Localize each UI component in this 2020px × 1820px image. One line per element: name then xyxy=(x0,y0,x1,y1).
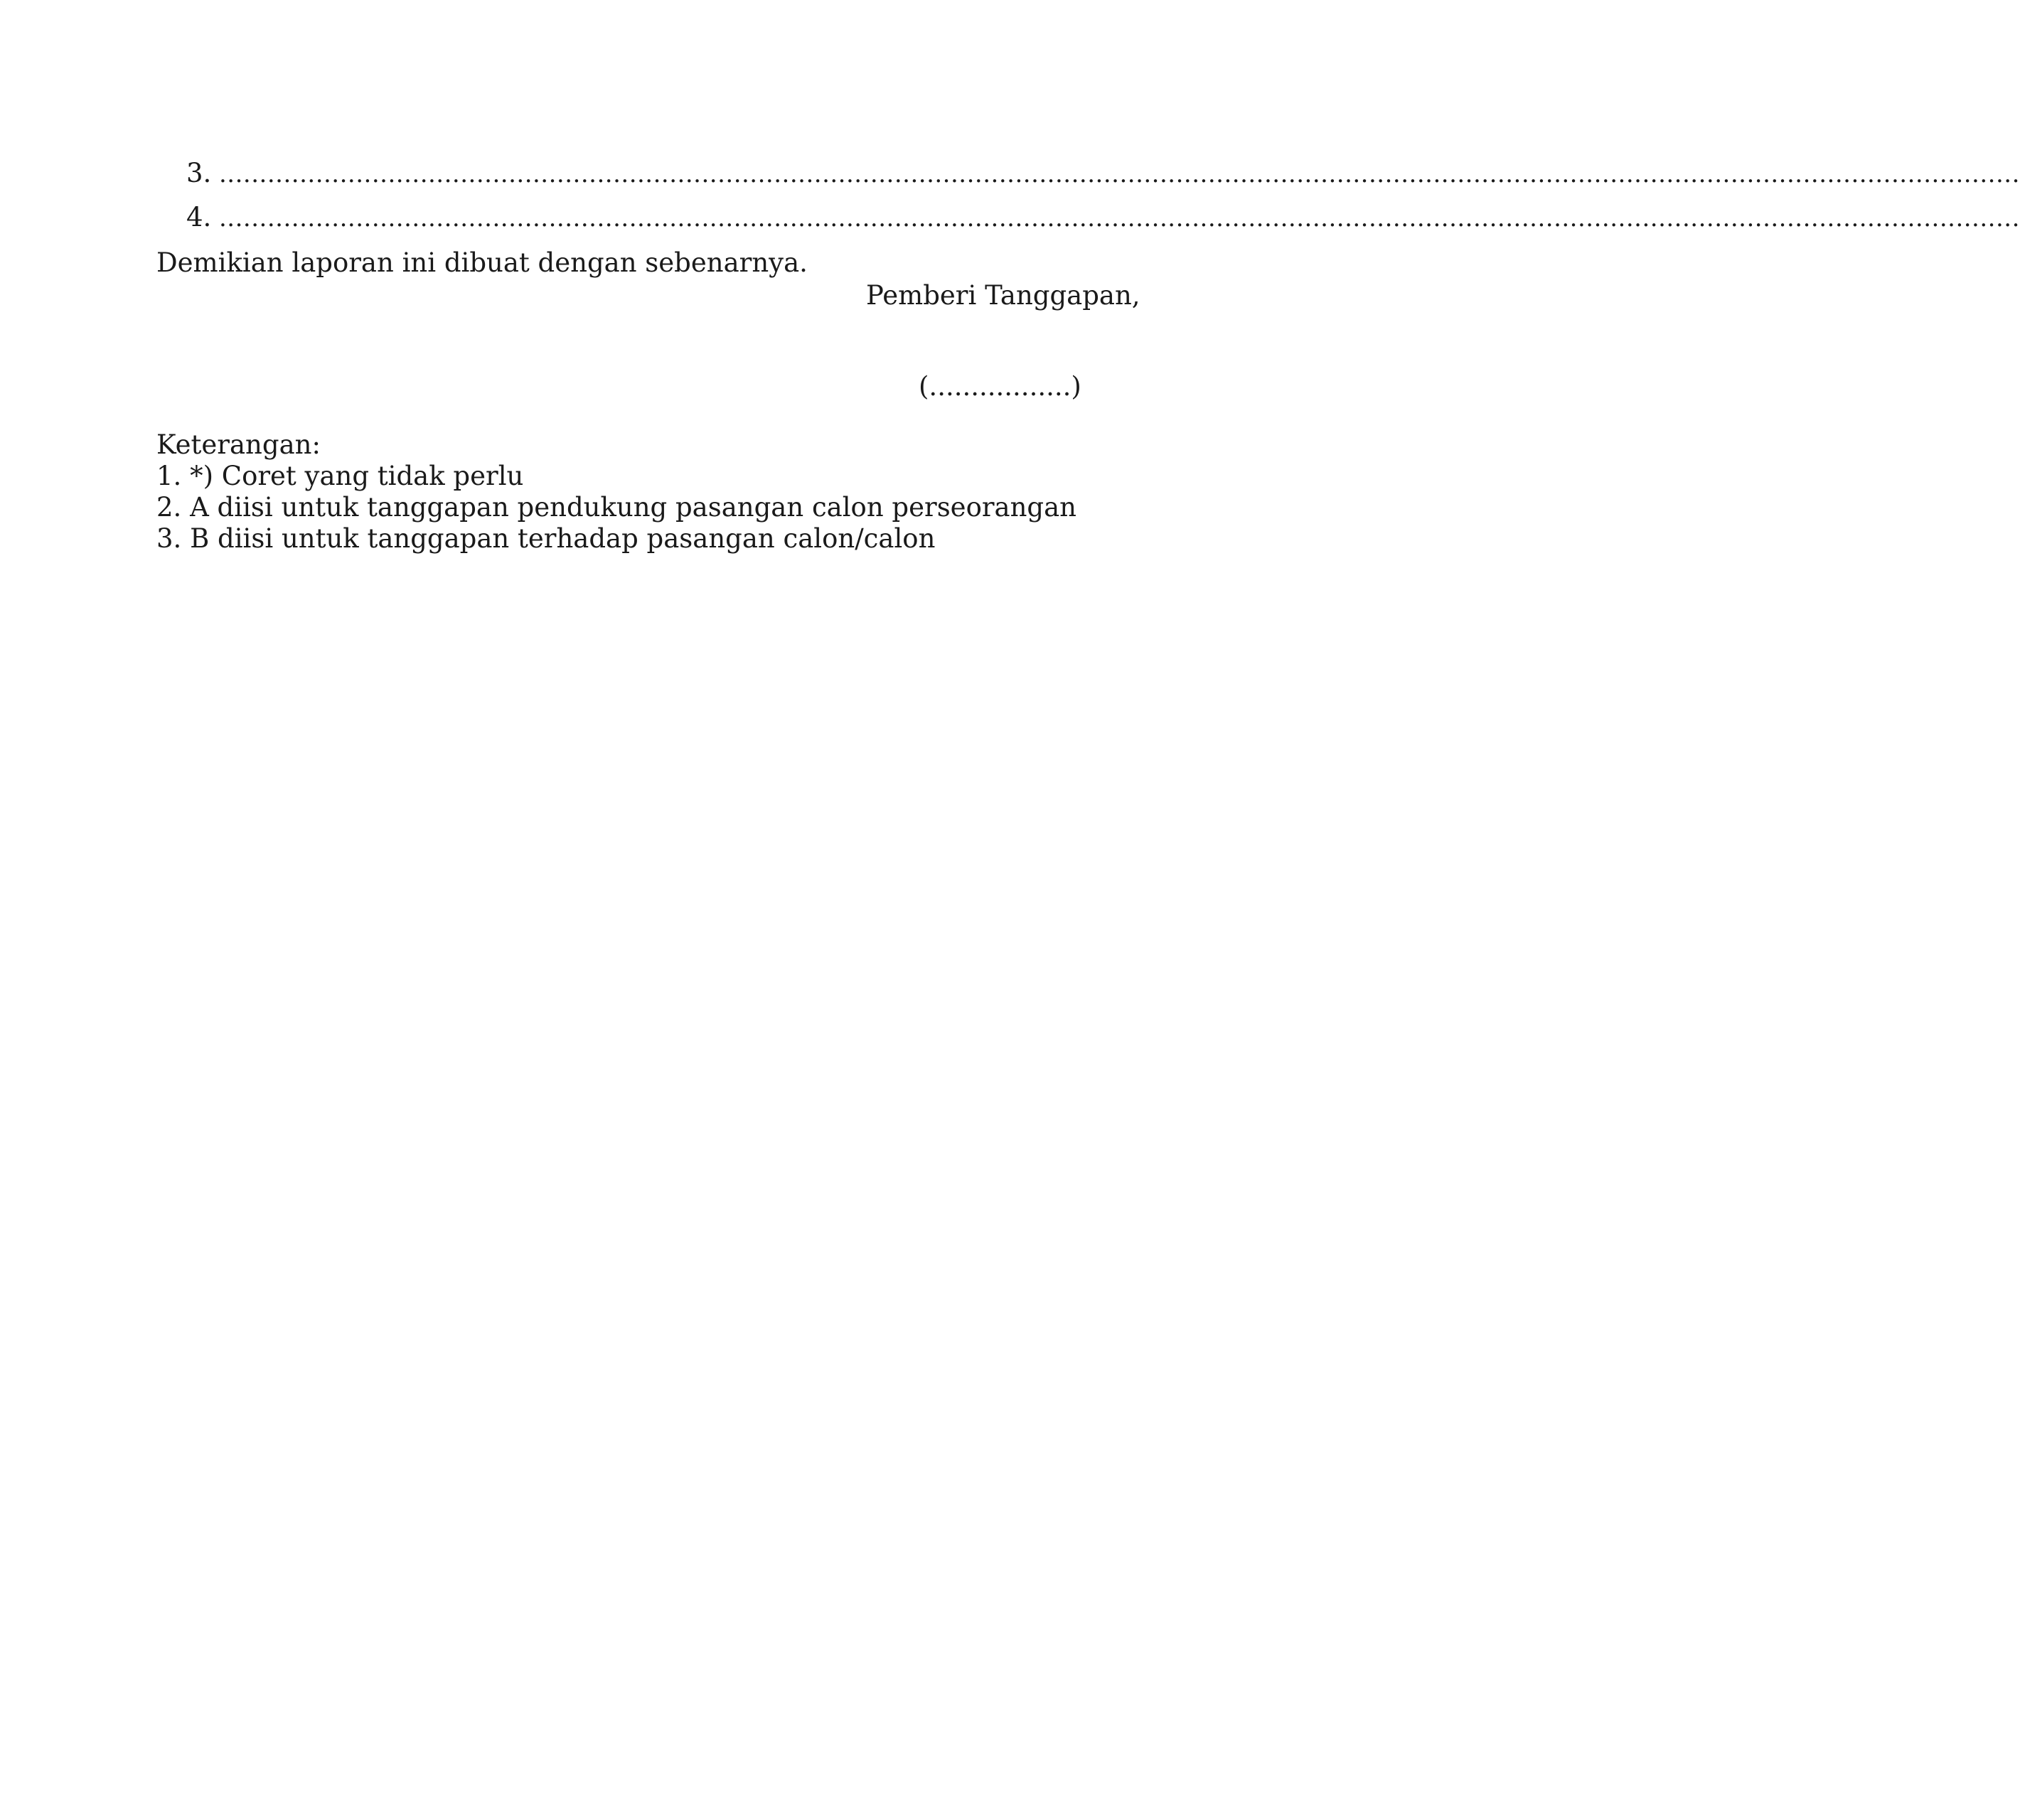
fill-line-number: 4. xyxy=(186,202,212,232)
fill-line-4 xyxy=(186,202,2020,234)
signature-title: Pemberi Tanggapan, xyxy=(866,280,1140,311)
signature-name-placeholder: (.................) xyxy=(919,371,1081,402)
note-item: 2. A diisi untuk tanggapan pendukung pasangan calon perseorangan xyxy=(156,492,1077,523)
note-item: 3. B diisi untuk tanggapan terhadap pasangan calon/calon xyxy=(156,523,936,554)
closing-statement: Demikian laporan ini dibuat dengan sebenarnya. xyxy=(156,247,808,278)
notes-heading: Keterangan: xyxy=(156,429,321,460)
fill-line-dots: ................................................................................................................................................................................................................................ xyxy=(219,204,2020,232)
fill-line-3 xyxy=(186,158,2020,190)
fill-line-number: 3. xyxy=(186,158,212,188)
fill-line-dots: ................................................................................................................................................................................................................................ xyxy=(219,160,2020,188)
note-item: 1. *) Coret yang tidak perlu xyxy=(156,461,524,491)
